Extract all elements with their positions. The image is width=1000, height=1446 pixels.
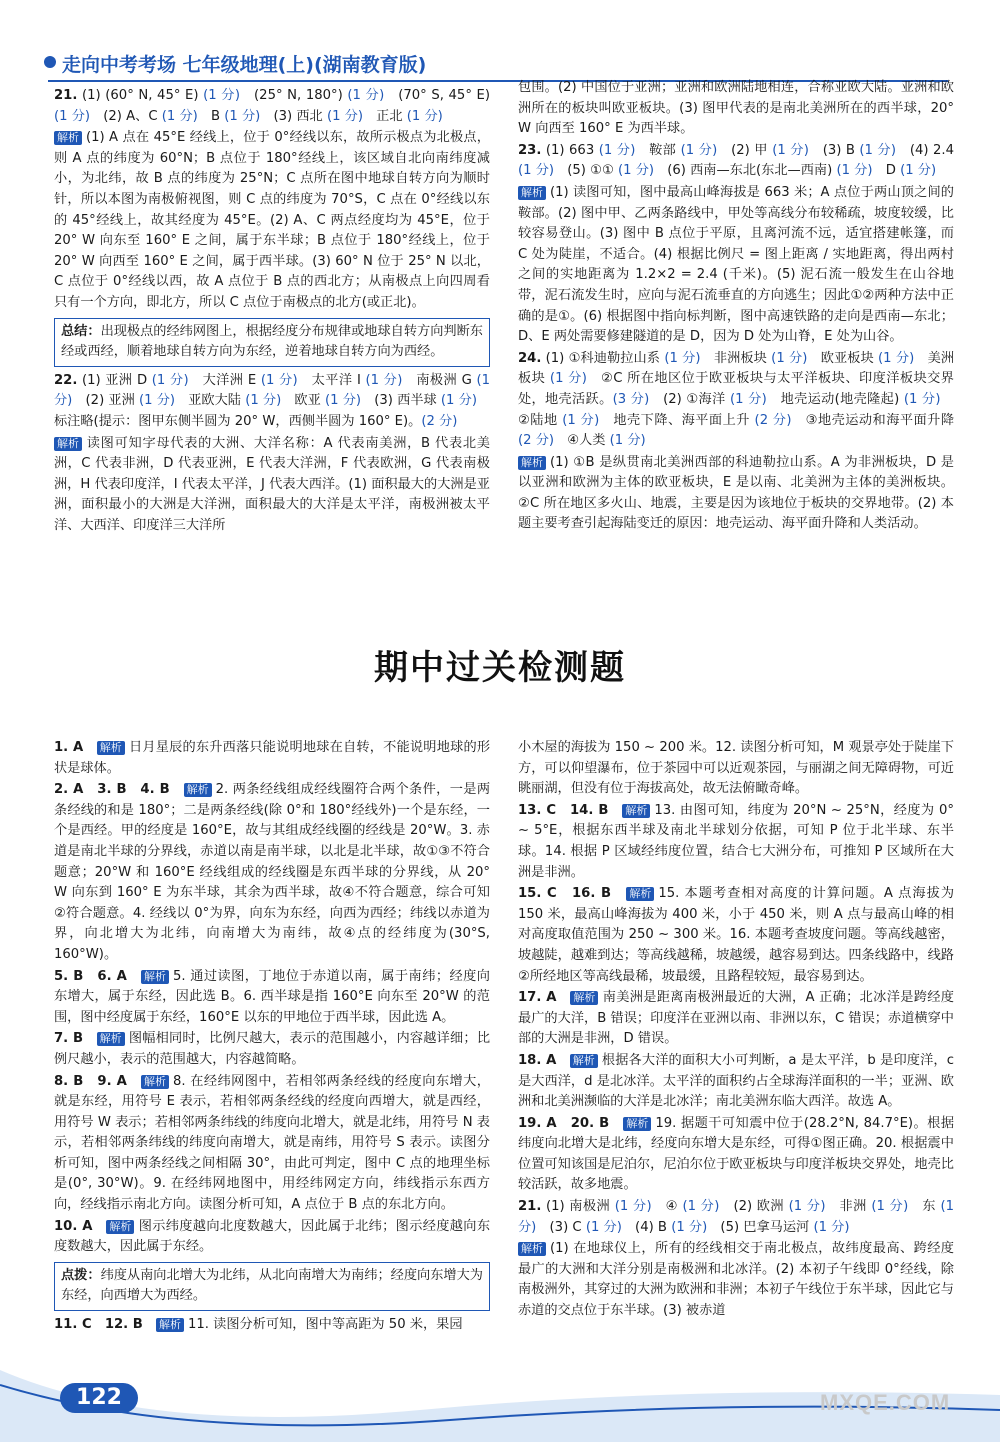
- score-mark: (1 分): [871, 1199, 909, 1215]
- note-box-label: 总结：: [61, 323, 101, 339]
- score-mark: (1 分): [54, 108, 91, 124]
- analysis-tag-icon: 解析: [518, 456, 546, 470]
- score-mark: (3 分): [612, 391, 650, 407]
- analysis-tag-icon: 解析: [570, 1054, 598, 1068]
- score-mark: (1 分): [138, 393, 176, 409]
- score-mark: (1 分): [859, 142, 897, 158]
- answer-paragraph: 7. B 解析 图幅相同时，比例尺越大，表示的范围越小，内容越详细；比例尺越小，表示的范围越大，内容越简略。: [54, 1031, 491, 1067]
- answer-paragraph: 23. (1) 663 (1 分) 鞍部 (1 分) (2) 甲 (1 分) (3) B (1 分) (4) 2.4 (1 分) (5) ①① (1 分) (6) 西南—东北(东北—西南) (1 分) D (1 分): [518, 142, 955, 179]
- answer-paragraph: 包围。(2) 中国位于亚洲；亚洲和欧洲陆地相连，合称亚欧大陆。亚洲和欧洲所在的板块叫欧亚板块。(3) 图甲代表的是南北美洲所在的西半球，20° W 向西至 160° E 为西半球。: [518, 80, 954, 137]
- header-title: 走向中考考场 七年级地理(上)(湖南教育版): [62, 54, 427, 76]
- answer-paragraph: 18. A 解析 根据各大洋的面积大小可判断，a 是太平洋，b 是印度洋，c 是大西洋，d 是北冰洋。太平洋的面积约占全球海洋面积的一半；亚洲、欧洲和北美洲濒临的大洋是北冰洋；南北美洲东临大西洋。故选 A。: [518, 1052, 954, 1110]
- analysis-tag-icon: 解析: [626, 887, 654, 901]
- bottom-right-column: [518, 738, 954, 1323]
- analysis-tag-icon: 解析: [141, 1075, 169, 1089]
- score-mark: (1 分): [598, 142, 636, 158]
- score-mark: (1 分): [585, 1219, 622, 1235]
- analysis-tag-icon: 解析: [54, 437, 82, 451]
- answer-paragraph: 解析 (1) ①B 是纵贯南北美洲西部的科迪勒拉山系。A 为非洲板块，D 是以亚洲和欧洲为主体的欧亚板块，E 是以南、北美洲为主体的美洲板块。②C 所在地区多火山、地震，主要是因为该地位于板块的交界地带。(2) 本题主要考查引起海陆变迁的原因：地壳运动、海平面升降和人类活动。: [518, 454, 954, 532]
- score-mark: (1 分): [614, 1199, 652, 1215]
- score-mark: (2 分): [518, 433, 555, 449]
- score-mark: (1 分): [900, 163, 937, 179]
- note-box-label: 点拨：: [61, 1267, 101, 1283]
- answer-paragraph: 5. B 6. A 解析 5. 通过读图，丁地位于赤道以南，属于南纬；经度向东增大，属于东经，因此选 B。6. 西半球是指 160°E 向东至 20°W 的范围，图中经度属于东经，160°E 以东的甲地位于西半球，因此选 A。: [54, 968, 490, 1025]
- answer-paragraph: 17. A 解析 南美洲是距离南极洲最近的大洲，A 正确；北冰洋是跨经度最广的大洋，B 错误；印度洋在亚洲以南、非洲以东，C 错误；赤道横穿中部的大洲是非洲，D 错误。: [518, 990, 954, 1047]
- score-mark: (1 分): [347, 88, 385, 103]
- score-mark: (1 分): [326, 108, 363, 124]
- top-left-column: [54, 86, 490, 537]
- answer-paragraph: 解析 (1) A 点在 45°E 经线上，位于 0°经线以东，故所示极点为北极点，则 A 点的纬度为 60°N；B 点位于 180°经线上，该区域自北向南纬度减小，为北纬，故 B 点的纬度为 25°N；C 点所在图中地球自转方向为顺时针，所以本图为南极俯视图，则 C 点的纬度为 70°S，C 点在 0°经线以东的 45°经线上，故其经度为 45°E。(2) A、C 两点经度均为 45°E，位于 20° W 向东至 160° E 之间，属于东半球；B 点位于 180°经线上，位于 20° W 向西至 160° E 之间，属于西半球。(3) 60° N 位于 25° N 以北，C 点位于 0°经线以西，故 A 点位于 B 点的西北方；从南极点上向四周看只有一个方向，即北方，所以 C 点位于南极点的北方(或正北)。: [54, 130, 490, 310]
- score-mark: (1 分): [518, 1199, 955, 1235]
- watermark: MXQE.COM: [820, 1390, 951, 1415]
- score-mark: (1 分): [365, 372, 403, 388]
- score-mark: (1 分): [617, 163, 655, 179]
- score-mark: (1 分): [245, 393, 282, 409]
- answer-paragraph: 24. (1) ①科迪勒拉山系 (1 分) 非洲板块 (1 分) 欧亚板块 (1 分) 美洲板块 (1 分) ②C 所在地区位于欧亚板块与太平洋板块、印度洋板块交界处，地壳活跃。(3 分) (2) ①海洋 (1 分) 地壳运动(地壳隆起) (1 分) ②陆地 (1 分) 地壳下降、海平面上升 (2 分) ③地壳运动和海平面升降 (2 分) ④人类 (1 分): [518, 350, 955, 449]
- answer-paragraph: 13. C 14. B 解析 13. 由图可知，纬度为 20°N ~ 25°N，经度为 0° ~ 5°E，根据东西半球及南北半球划分依据，可知 P 位于北半球、东半球。14. 根据 P 区域经纬度位置，结合七大洲分布，可推知 P 区域所在大洲是非洲。: [518, 802, 954, 880]
- analysis-tag-icon: 解析: [184, 783, 212, 797]
- score-mark: (1 分): [440, 393, 477, 409]
- score-mark: (1 分): [325, 393, 362, 409]
- answer-paragraph: 21. (1) (60° N, 45° E) (1 分) (25° N, 180°) (1 分) (70° S, 45° E) (1 分) (2) A、C (1 分) B (1 分) (3) 西北 (1 分) 正北 (1 分): [54, 88, 491, 124]
- note-box-text: 纬度从南向北增大为北纬，从北向南增大为南纬；经度向东增大为东经，向西增大为西经。: [61, 1267, 483, 1304]
- analysis-tag-icon: 解析: [97, 741, 125, 755]
- analysis-tag-icon: 解析: [106, 1220, 134, 1234]
- answer-paragraph: 1. A 解析 日月星辰的东升西落只能说明地球在自转，不能说明地球的形状是球体。: [54, 740, 491, 776]
- answer-paragraph: 15. C 16. B 解析 15. 本题考查相对高度的计算问题。A 点海拔为 150 米，最高山峰海拔为 400 米，小于 450 米，则 A 点与最高山峰的相对高度取值范围为 250 ~ 300 米。16. 本题考查坡度问题。等高线越密，坡越陡，越难到达；等高线越稀，坡越缓，越容易到达。四条线路中，线路②所经地区等高线最稀，坡最缓，且路程较短，最容易到达。: [518, 886, 955, 984]
- bottom-left-column: [54, 738, 490, 1337]
- score-mark: (1 分): [836, 163, 873, 179]
- score-mark: (1 分): [609, 433, 646, 449]
- note-box-text: 出现极点的经纬网图上，根据经度分布规律或地球自转方向判断东经或西经，顺着地球自转方向为东经，逆着地球自转方向为西经。: [61, 323, 483, 360]
- section-title: 期中过关检测题: [374, 648, 626, 688]
- answer-paragraph: 解析 (1) 读图可知，图中最高山峰海拔是 663 米；A 点位于两山顶之间的鞍部。(2) 图中甲、乙两条路线中，甲处等高线分布较稀疏，坡度较缓，比较容易登山。(3) 图中 B 点位于平原，且离河流不远，适宜搭建帐篷，而 C 处为陡崖，不适合。(4) 根据比例尺 = 图上距离 / 实地距离，得出两村之间的实地距离为 1.2×2 = 2.4 (千米)。(5) 泥石流一般发生在山谷地带，泥石流发生时，应向与泥石流垂直的方向逃生；因此①②两种方法中正确的是①。(6) 根据图中指向标判断，图中高速铁路的走向是西南—东北；D、E 两处需要修建隧道的是 D，因为 D 处为山脊，E 处为山谷。: [518, 184, 954, 345]
- score-mark: (1 分): [664, 350, 701, 366]
- score-mark: (1 分): [903, 391, 941, 407]
- score-mark: (1 分): [788, 1199, 826, 1215]
- analysis-tag-icon: 解析: [156, 1318, 184, 1332]
- score-mark: (1 分): [680, 142, 718, 158]
- score-mark: (1 分): [151, 372, 189, 388]
- note-box: [54, 1262, 490, 1311]
- score-mark: (1 分): [562, 412, 600, 428]
- score-mark: (2 分): [421, 413, 458, 429]
- analysis-tag-icon: 解析: [54, 131, 82, 145]
- score-mark: (1 分): [203, 88, 241, 103]
- score-mark: (1 分): [161, 108, 198, 124]
- answer-paragraph: 22. (1) 亚洲 D (1 分) 大洋洲 E (1 分) 太平洋 I (1 分) 南极洲 G (1 分) (2) 亚洲 (1 分) 亚欧大陆 (1 分) 欧亚 (1 分) (3) 西半球 (1 分) 标注略(提示：图甲东侧半圆为 20° W，西侧半圆为 160° E)。(2 分): [54, 372, 491, 429]
- page-header: [0, 0, 1000, 80]
- answer-paragraph: 10. A 解析 图示纬度越向北度数越大，因此属于北纬；图示经度越向东度数越大，因此属于东经。: [54, 1218, 491, 1255]
- answer-paragraph: 8. B 9. A 解析 8. 在经纬网图中，若相邻两条经线的经度向东增大，就是东经，用符号 E 表示，若相邻两条经线的经度向西增大，就是西经，用符号 W 表示；若相邻两条纬线的纬度向北增大，就是北纬，用符号 N 表示，若相邻两条纬线的纬度向南增大，就是南纬，用符号 S 表示。读图分析可知，图中两条经线之间相隔 30°，由此可判定，图中 C 点的地理坐标是(0°, 30°W)。9. 在经纬网地图中，用经纬网定方向，纬线指示东西方向，经线指示南北方向。读图分析可知，A 点位于 B 点的东北方向。: [54, 1073, 490, 1213]
- score-mark: (1 分): [813, 1219, 850, 1235]
- score-mark: (1 分): [224, 108, 261, 124]
- score-mark: (1 分): [730, 391, 767, 407]
- answer-paragraph: 解析 (1) 在地球仪上，所有的经线相交于南北极点，故纬度最高、跨经度最广的大洲和大洋分别是南极洲和北冰洋。(2) 本初子午线即 0°经线，除南极洲外，其穿过的大洲为欧洲和非洲；本初子午线位于东半球，因此它与赤道的交点位于东半球。(3) 被赤道: [518, 1241, 954, 1319]
- score-mark: (1 分): [406, 108, 443, 124]
- score-mark: (1 分): [260, 372, 298, 388]
- top-right-column: [518, 78, 954, 536]
- score-mark: (1 分): [771, 350, 808, 366]
- analysis-tag-icon: 解析: [97, 1032, 125, 1046]
- score-mark: (1 分): [878, 350, 915, 366]
- analysis-tag-icon: 解析: [570, 991, 598, 1005]
- analysis-tag-icon: 解析: [141, 970, 169, 984]
- analysis-tag-icon: 解析: [518, 1242, 546, 1256]
- analysis-tag-icon: 解析: [622, 804, 650, 818]
- score-mark: (1 分): [549, 371, 587, 387]
- score-mark: (1 分): [671, 1219, 708, 1235]
- score-mark: (1 分): [682, 1199, 720, 1215]
- answer-paragraph: 19. A 20. B 解析 19. 据题干可知震中位于(28.2°N, 84.7°E)。根据纬度向北增大是北纬，经度向东增大是东经，可得①图正确。20. 根据震中位置可知该国是尼泊尔，尼泊尔位于欧亚板块与印度洋板块交界处，地壳比较活跃，故多地震。: [518, 1115, 955, 1193]
- score-mark: (1 分): [772, 142, 809, 158]
- page-number: 122: [60, 1383, 138, 1413]
- analysis-tag-icon: 解析: [518, 186, 546, 200]
- answer-paragraph: 2. A 3. B 4. B 解析 2. 两条经线组成经线圈符合两个条件，一是两条经线的和是 180°；二是两条经线(除 0°和 180°经线外)一个是东经，一个是西经。甲的经度是 160°E，故与其组成经线圈的经线是 20°W。3. 赤道是南北半球的分界线，赤道以南是南半球，以北是北半球，故①③不符合题意；20°W 和 160°E 经线组成的经线圈是东西半球的分界线，从 20° W 向东到 160° E 为东半球，其余为西半球，故④不符合题意，综合可知②符合题意。4. 经线以 0°为界，向东为东经，向西为西经；纬线以赤道为界，向北增大为北纬，向南增大为南纬，故④点的经纬度为(30°S, 160°W)。: [54, 782, 491, 962]
- note-box: [54, 318, 490, 367]
- answer-paragraph: 小木屋的海拔为 150 ~ 200 米。12. 读图分析可知，M 观景亭处于陡崖下方，可以仰望瀑布，位于茶园中可以近观茶园，与丽湖之间无障碍物，可近眺丽湖，但没有位于海拔高处，故无法俯瞰奇峰。: [518, 740, 954, 797]
- score-mark: (1 分): [518, 163, 555, 179]
- answer-paragraph: 21. (1) 南极洲 (1 分) ④ (1 分) (2) 欧洲 (1 分) 非洲 (1 分) 东 (1 分) (3) C (1 分) (4) B (1 分) (5) 巴拿马运河 (1 分): [518, 1199, 955, 1235]
- score-mark: (2 分): [754, 412, 792, 428]
- answer-paragraph: 解析 读图可知字母代表的大洲、大洋名称：A 代表南美洲，B 代表北美洲，C 代表非洲，D 代表亚洲，E 代表大洋洲，F 代表欧洲，G 代表南极洲，H 代表印度洋，I 代表太平洋，J 代表大西洋。(1) 面积最大的大洲是亚洲，面积最小的大洲是大洋洲，面积最大的大洋是太平洋，南极洲被太平洋、大西洋、印度洋三大洋所: [54, 435, 490, 533]
- analysis-tag-icon: 解析: [623, 1117, 651, 1131]
- score-mark: (1 分): [54, 372, 491, 409]
- header-bullet-icon: [44, 56, 56, 68]
- answer-paragraph: 11. C 12. B 解析 11. 读图分析可知，图中等高距为 50 米，果园: [54, 1317, 463, 1333]
